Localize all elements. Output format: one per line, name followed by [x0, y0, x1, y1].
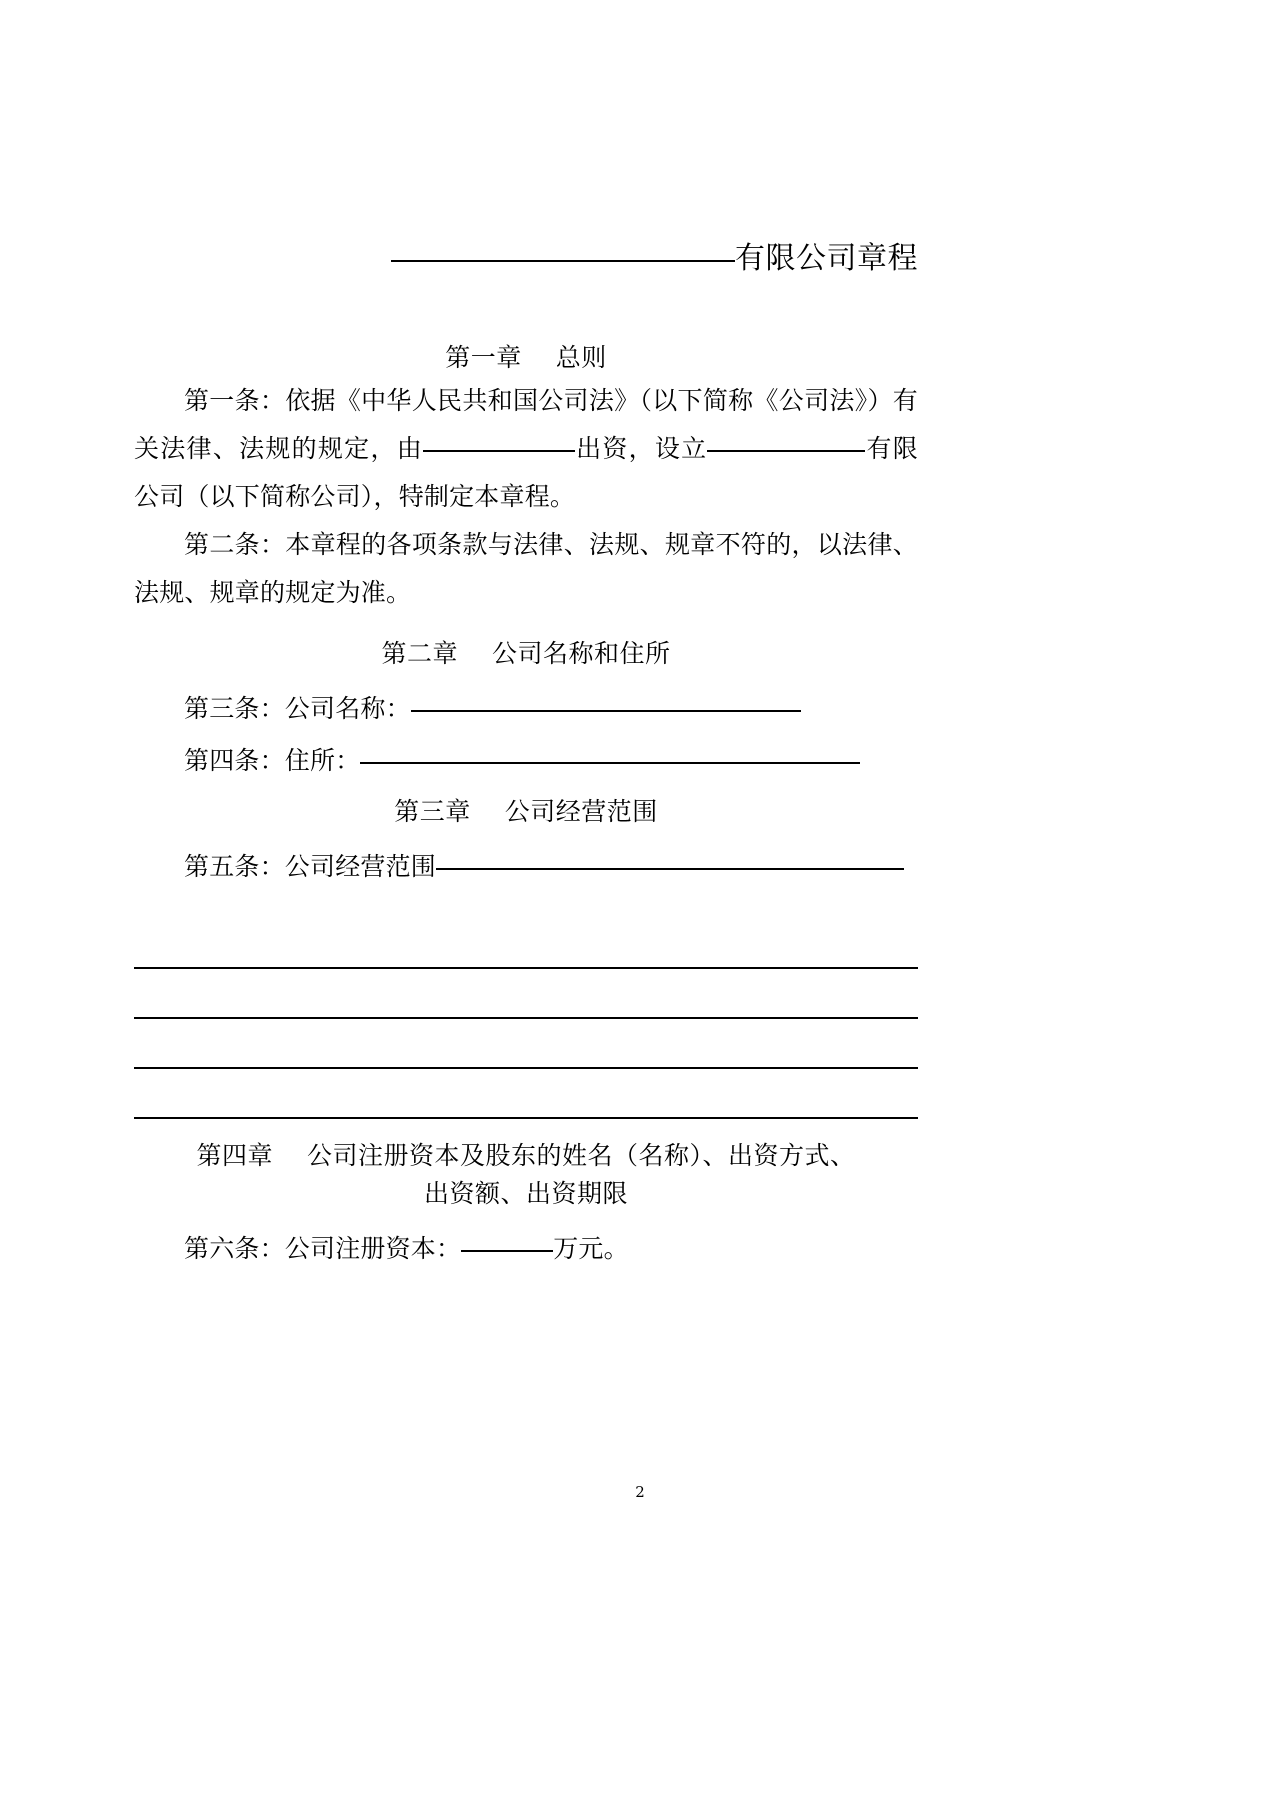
chapter-heading-1	[134, 339, 918, 377]
chapter-3-name: 公司经营范围	[504, 797, 658, 826]
article-3-paragraph	[134, 685, 918, 733]
article-1-contributor-blank[interactable]	[423, 450, 575, 452]
article-4-address-blank[interactable]	[360, 762, 860, 764]
article-4-label: 第四条：住所：	[184, 746, 361, 775]
article-6-segment-2: 万元。	[553, 1234, 629, 1263]
writing-line[interactable]	[134, 1019, 918, 1069]
chapter-2-name: 公司名称和住所	[492, 639, 671, 668]
article-1-segment-2: 出资，设立	[575, 434, 708, 463]
article-1-segment-1: 第一条：依据《中华人民共和国公司法》（以下简称《公司法》）有关法律、法规的规定，由	[134, 386, 918, 463]
chapter-2-number: 第二章	[381, 639, 458, 668]
chapter-4-name-line-2: 出资额、出资期限	[423, 1179, 628, 1208]
title-suffix-text: 有限公司章程	[735, 241, 918, 276]
article-5-scope-blank[interactable]	[436, 868, 904, 870]
chapter-1-name: 总则	[555, 343, 607, 372]
page-content	[134, 0, 918, 1273]
page-number-footer: 2	[635, 1483, 645, 1501]
article-2-text: 第二条：本章程的各项条款与法律、法规、规章不符的，以法律、法规、规章的规定为准。	[134, 530, 918, 607]
article-5-paragraph	[134, 843, 918, 891]
chapter-4-name-line-1: 公司注册资本及股东的姓名（名称）、出资方式、	[307, 1141, 856, 1170]
writing-line[interactable]	[134, 969, 918, 1019]
title-company-name-blank[interactable]	[391, 260, 735, 262]
writing-line[interactable]	[134, 919, 918, 969]
article-2-paragraph	[134, 521, 918, 617]
chapter-3-number: 第三章	[394, 797, 471, 826]
writing-line[interactable]	[134, 1069, 918, 1119]
article-4-paragraph	[134, 737, 918, 785]
article-1-segment-3: 有限公司（以下简称公司），特制定本章程。	[134, 434, 918, 511]
article-6-capital-amount-blank[interactable]	[461, 1250, 553, 1252]
article-3-label: 第三条：公司名称：	[184, 694, 411, 723]
chapter-heading-2	[134, 635, 918, 673]
article-1-paragraph	[134, 377, 918, 521]
article-6-segment-1: 第六条：公司注册资本：	[184, 1234, 462, 1263]
chapter-heading-3	[134, 793, 918, 831]
article-5-label: 第五条：公司经营范围	[184, 852, 437, 881]
chapter-heading-4	[134, 1137, 918, 1213]
page-title	[134, 0, 918, 281]
business-scope-writing-lines	[134, 919, 918, 1119]
article-1-company-blank[interactable]	[707, 450, 865, 452]
article-3-company-name-blank[interactable]	[411, 710, 801, 712]
chapter-4-number: 第四章	[196, 1141, 273, 1170]
chapter-1-number: 第一章	[445, 343, 522, 372]
article-6-paragraph	[134, 1225, 918, 1273]
